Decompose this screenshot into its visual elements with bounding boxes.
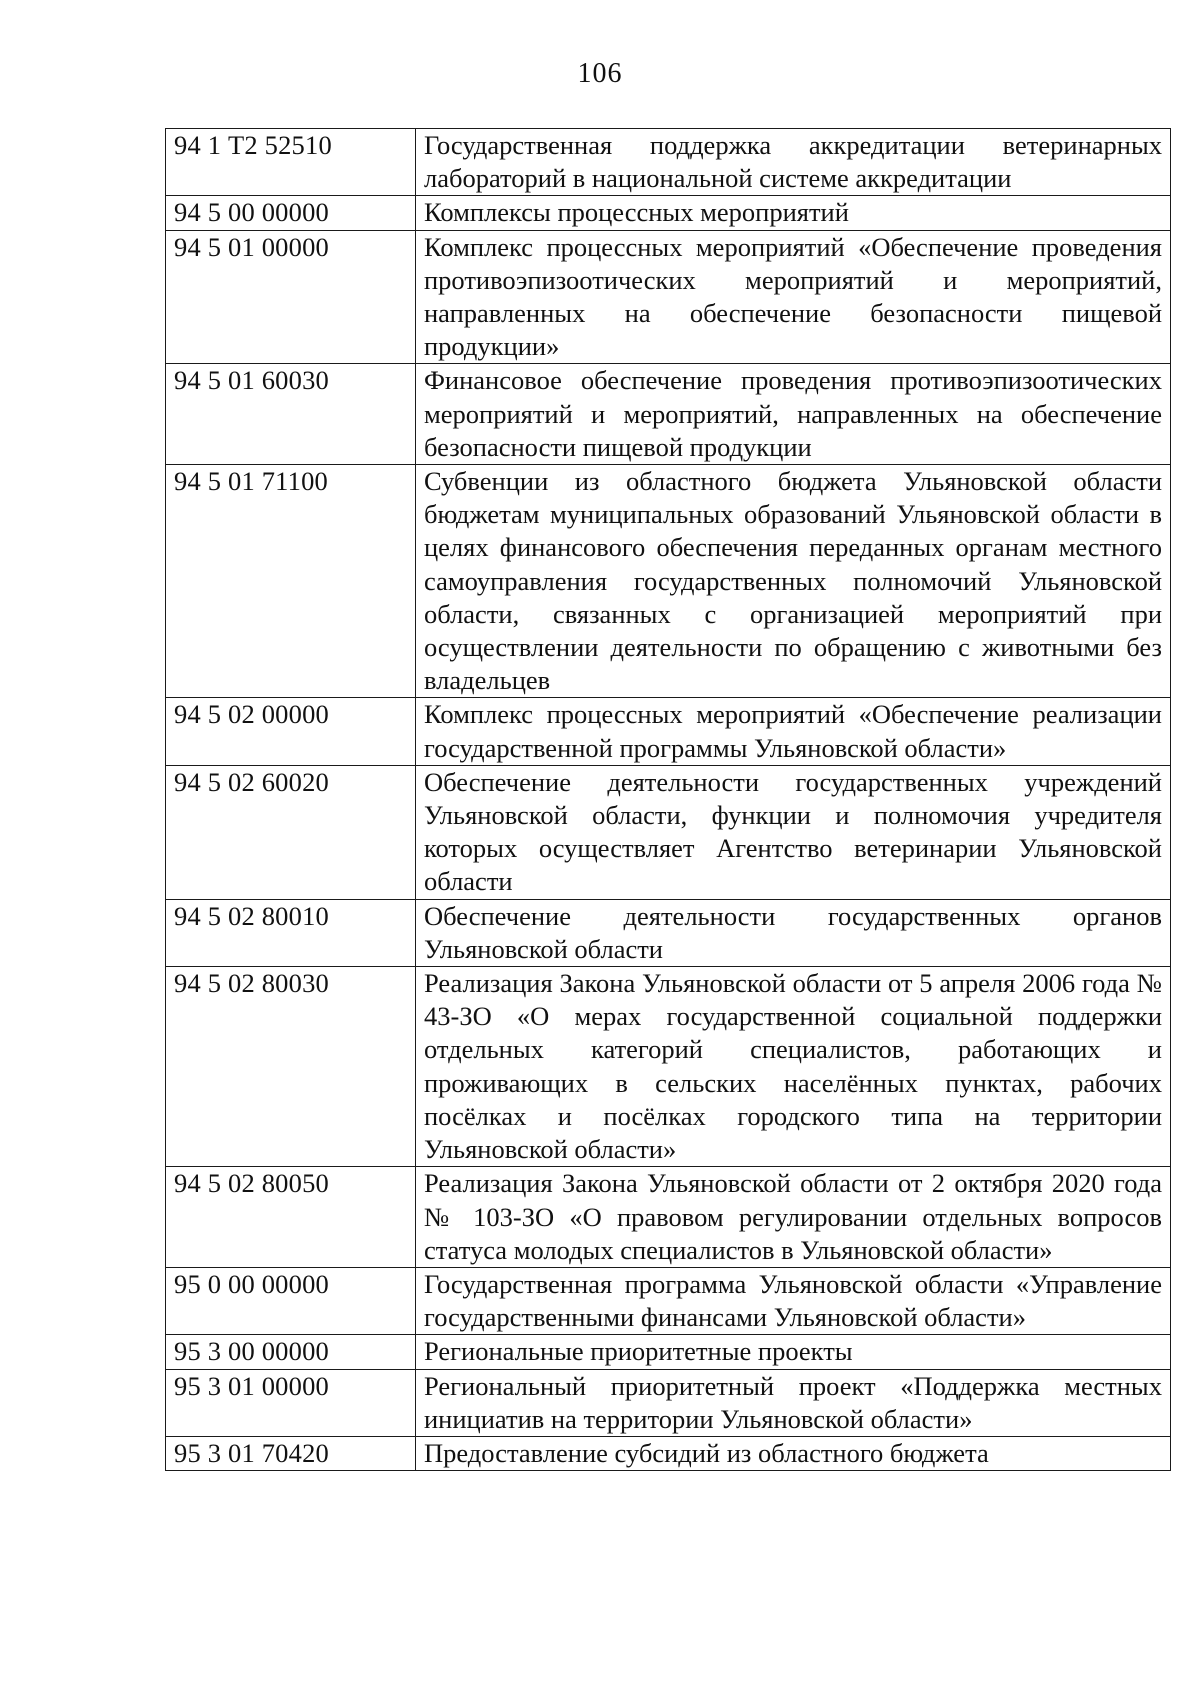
row-description: Финансовое обеспечение проведения противоэпизоотических мероприятий и мероприятий, направленных на обеспечение безопасности пищевой продукции <box>416 364 1171 465</box>
table-row <box>166 364 1171 465</box>
row-code: 95 3 01 70420 <box>166 1436 416 1470</box>
table-row <box>166 967 1171 1167</box>
table-row <box>166 698 1171 765</box>
row-code: 94 5 02 80030 <box>166 967 416 1167</box>
table-row <box>166 230 1171 364</box>
row-code: 94 5 01 60030 <box>166 364 416 465</box>
row-code: 94 5 02 80010 <box>166 899 416 966</box>
row-code: 94 1 Т2 52510 <box>166 129 416 196</box>
row-description: Предоставление субсидий из областного бюджета <box>416 1436 1171 1470</box>
row-description: Комплекс процессных мероприятий «Обеспечение реализации государственной программы Ульяновской области» <box>416 698 1171 765</box>
row-description: Субвенции из областного бюджета Ульяновской области бюджетам муниципальных образований Ульяновской области в целях финансового обеспечения переданных органам местного самоуправления государственных полномочий Ульяновской области, связанных с организацией мероприятий при осуществлении деятельности по обращению с животными без владельцев <box>416 465 1171 698</box>
table-row <box>166 129 1171 196</box>
row-code: 94 5 02 80050 <box>166 1167 416 1268</box>
table-row <box>166 899 1171 966</box>
budget-classification-table <box>165 128 1171 1471</box>
row-description: Комплексы процессных мероприятий <box>416 196 1171 230</box>
row-description: Обеспечение деятельности государственных учреждений Ульяновской области, функции и полномочия учредителя которых осуществляет Агентство ветеринарии Ульяновской области <box>416 765 1171 899</box>
table-row <box>166 465 1171 698</box>
row-description: Государственная поддержка аккредитации ветеринарных лабораторий в национальной системе аккредитации <box>416 129 1171 196</box>
table-row <box>166 1335 1171 1369</box>
table-row <box>166 1167 1171 1268</box>
table-row <box>166 1369 1171 1436</box>
row-description: Региональный приоритетный проект «Поддержка местных инициатив на территории Ульяновской области» <box>416 1369 1171 1436</box>
table-row <box>166 765 1171 899</box>
row-code: 95 3 00 00000 <box>166 1335 416 1369</box>
row-description: Региональные приоритетные проекты <box>416 1335 1171 1369</box>
row-code: 95 0 00 00000 <box>166 1267 416 1334</box>
row-code: 94 5 00 00000 <box>166 196 416 230</box>
row-description: Реализация Закона Ульяновской области от 5 апреля 2006 года № 43-ЗО «О мерах государственной социальной поддержки отдельных категорий специалистов, работающих и проживающих в сельских населённых пунктах, рабочих посёлках и посёлках городского типа на территории Ульяновской области» <box>416 967 1171 1167</box>
row-description: Комплекс процессных мероприятий «Обеспечение проведения противоэпизоотических мероприятий и мероприятий, направленных на обеспечение безопасности пищевой продукции» <box>416 230 1171 364</box>
row-description: Государственная программа Ульяновской области «Управление государственными финансами Ульяновской области» <box>416 1267 1171 1334</box>
table-row <box>166 196 1171 230</box>
row-code: 94 5 02 00000 <box>166 698 416 765</box>
row-code: 94 5 02 60020 <box>166 765 416 899</box>
row-code: 94 5 01 71100 <box>166 465 416 698</box>
table-row <box>166 1267 1171 1334</box>
row-code: 95 3 01 00000 <box>166 1369 416 1436</box>
row-code: 94 5 01 00000 <box>166 230 416 364</box>
page-number: 106 <box>577 58 623 89</box>
table-row <box>166 1436 1171 1470</box>
row-description: Реализация Закона Ульяновской области от 2 октября 2020 года № 103-ЗО «О правовом регулировании отдельных вопросов статуса молодых специалистов в Ульяновской области» <box>416 1167 1171 1268</box>
row-description: Обеспечение деятельности государственных органов Ульяновской области <box>416 899 1171 966</box>
